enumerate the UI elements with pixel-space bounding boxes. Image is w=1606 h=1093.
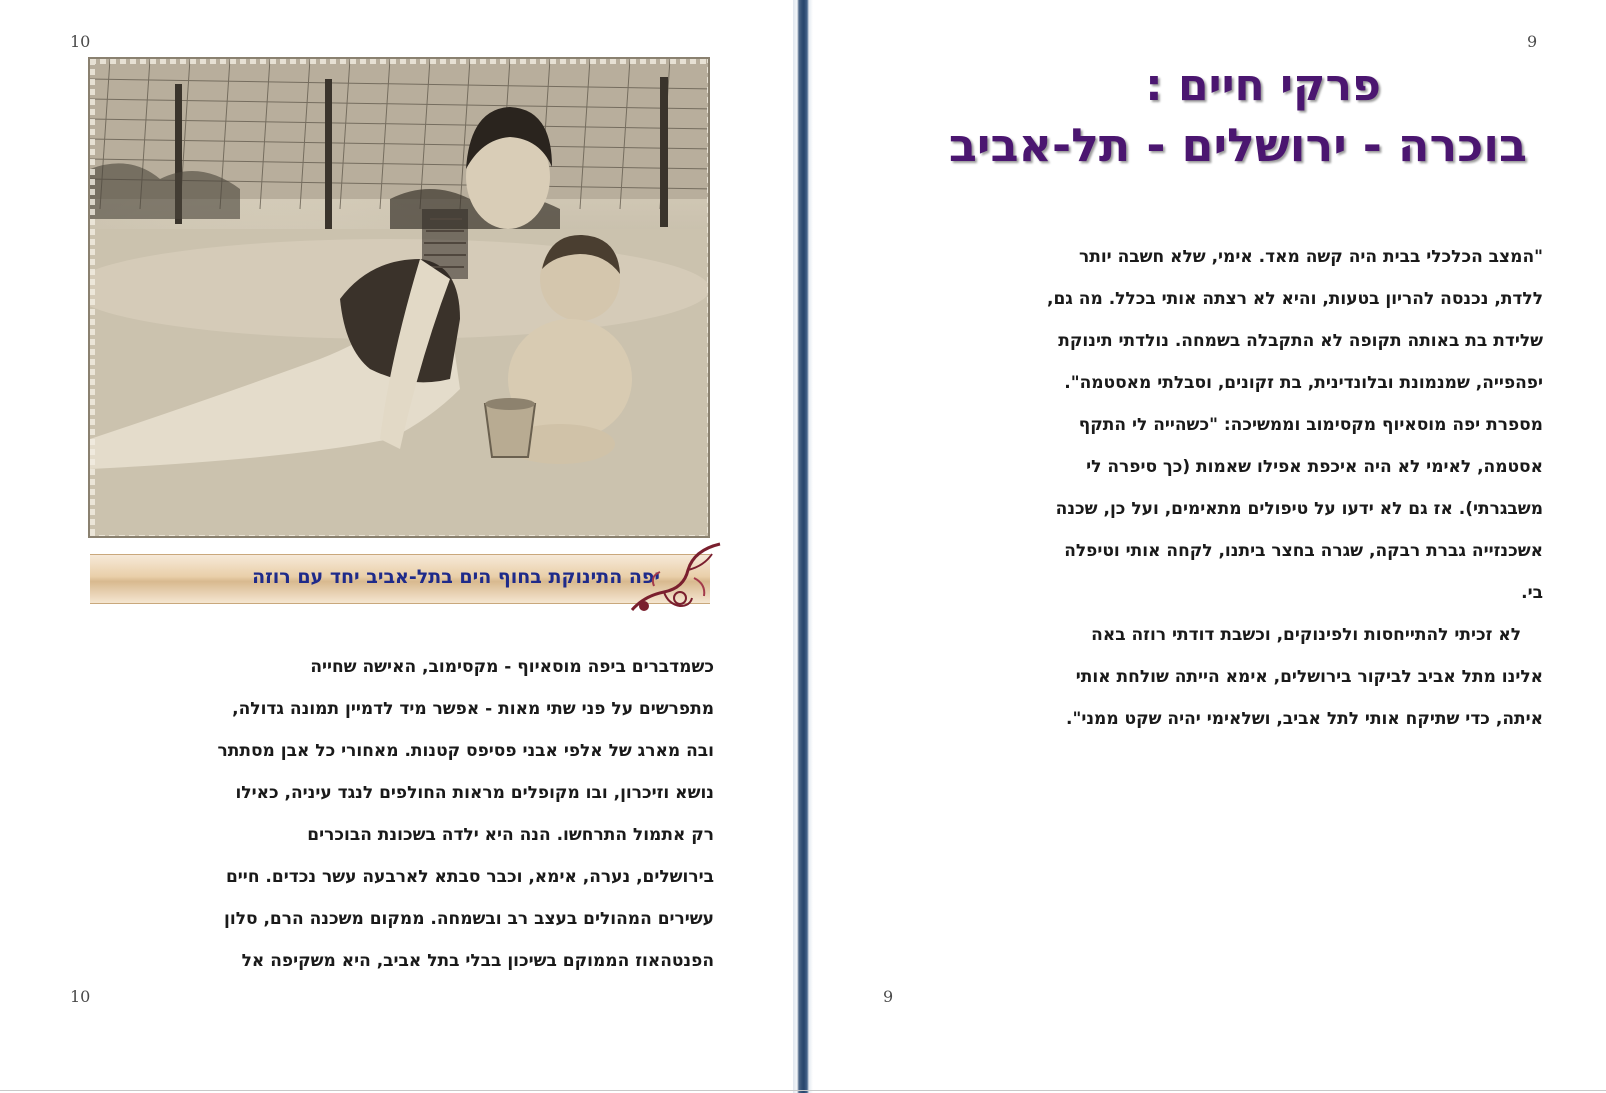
page-number-top-left: 10 [70,32,91,51]
right-body-line: ללדת, נכנסה להריון בטעות, והיא לא רצתה אותי בכלל. מה גם, [1046,289,1543,309]
left-body-line: רק אתמול התרחשו. הנה היא ילדה בשכונת הבוכרים [307,825,714,845]
left-body-line: מתפרשים על פני שתי מאות - אפשר מיד לדמיין תמונה גדולה, [232,699,714,719]
right-body-line: "המצב הכלכלי בבית היה קשה מאד. אימי, שלא חשבה יותר [1078,247,1543,267]
right-body-line: אשכנזייה גברת רבקה, שגרה בחצר ביתנו, לקחה אותי וטיפלה [1064,541,1543,561]
left-body-paragraph [74,646,714,982]
window-bottom-border [0,1090,1606,1091]
right-body-line: אסטמה, לאימי לא היה איכפת אפילו שאמות (כך סיפרה לי [1086,457,1543,477]
left-body-line: בירושלים, נערה, אימא, וכבר סבתא לארבעה עשר נכדים. חיים [225,867,714,887]
left-body-line: נושא וזיכרון, ובו מקופלים מראות החולפים לנגד עיניה, כאילו [235,783,714,803]
left-body-line: עשירים המהולים בעצב רב ובשמחה. ממקום משכנה הרם, סלון [224,909,714,929]
beach-photo-illustration [90,59,710,538]
left-body-line: ובה מארג של אלפי אבני פסיפס קטנות. מאחורי כל אבן מסתתר [217,741,714,761]
page-number-bottom-right: 9 [883,987,894,1006]
floral-ornament-icon [624,540,728,616]
chapter-title-line-1: פרקי חיים : [1145,60,1381,111]
right-page [813,0,1606,1093]
page-number-top-right: 9 [1527,32,1538,51]
right-body-line: איתה, כדי שתיקח אותי לתל אביב, ושלאימי יהיה שקט ממני". [1066,709,1543,729]
right-body-line: בי. [1521,583,1543,603]
right-body-line: יפהפייה, שמנמונת ובלונדינית, בת זקונים, וסבלתי מאסטמה". [1064,373,1543,393]
chapter-title-line-2: בוכרה - ירושלים - תל-אביב [948,118,1528,172]
right-body-line: משבגרתי). אז גם לא ידעו על טיפולים מתאימים, ועל כן, שכנה [1055,499,1543,519]
right-body-paragraph-2 [893,614,1543,740]
right-body-line: מספרת יפה מוסאיוף מקסימוב וממשיכה: "כשהייה לי התקף [1078,415,1543,435]
right-body-line: לא זכיתי להתייחסות ולפינוקים, וכשבת דודתי רוזה באה [1091,625,1521,645]
page-number-bottom-left: 10 [70,987,91,1006]
right-body-line: אלינו מתל אביב לביקור בירושלים, אימא הייתה שולחת אותי [1075,667,1543,687]
left-body-line: כשמדברים ביפה מוסאיוף - מקסימוב, האישה שחייה [310,657,714,677]
right-body-paragraph-1 [893,236,1543,614]
left-body-line: הפנטהאוז הממוקם בשיכון בבלי בתל אביב, היא משקיפה אל [241,951,714,971]
beach-photo [88,57,710,538]
photo-caption: יפה התינוקת בחוף הים בתל-אביב יחד עם רוזה [252,566,660,588]
left-page [0,0,793,1093]
book-spine [793,0,813,1093]
right-body-line: שלידת בת באותה תקופה לא התקבלה בשמחה. נולדתי תינוקת [1058,331,1543,351]
